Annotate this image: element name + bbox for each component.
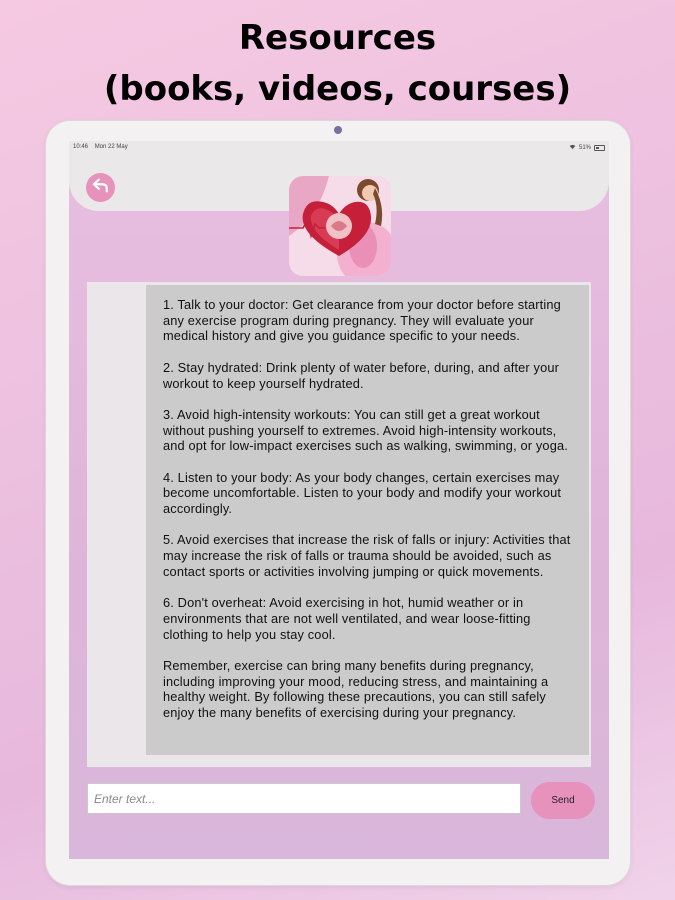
headline-subtitle: (books, videos, courses) — [103, 69, 572, 109]
chat-area — [87, 282, 591, 767]
message-paragraph: Remember, exercise can bring many benefits during pregnancy, including improving your mood, reducing stress, and maintaining a healthy weight. By following these precautions, you can still safely enjoy the many benefits of exercising during your pregnancy. — [163, 658, 549, 721]
headline-title: Resources — [238, 18, 437, 58]
status-bar-left — [73, 144, 128, 150]
back-arrow-icon — [92, 178, 109, 198]
send-button[interactable]: Send — [531, 782, 595, 819]
app-screen — [69, 141, 609, 859]
back-button[interactable] — [86, 173, 115, 202]
message-paragraph: 5. Avoid exercises that increase the risk of falls or injury: Activities that may increase the risk of falls or trauma should be avoided, such as contact sports or activities involving jumping or quick movements. — [163, 532, 571, 579]
battery-icon — [594, 145, 605, 151]
app-logo — [289, 176, 391, 276]
camera-icon — [334, 126, 342, 134]
message-paragraph: 4. Listen to your body: As your body changes, certain exercises may become uncomfortable. Listen to your body and modify your workout accordingly. — [163, 469, 562, 517]
message-paragraph: 3. Avoid high-intensity workouts: You can still get a great workout without pushing yourself to extremes. Avoid high-intensity workouts, and opt for low-impact exercises such as walking, swimming, or yoga. — [163, 406, 568, 454]
status-date: Mon 22 May — [94, 144, 128, 150]
message-paragraph: 6. Don't overheat: Avoid exercising in hot, humid weather or in environments that are not well ventilated, and wear loose-fitting clothing to help you stay cool. — [163, 595, 531, 642]
status-bar-right — [569, 144, 605, 152]
status-time: 10:46 — [73, 144, 89, 150]
assistant-message-bubble — [146, 285, 589, 755]
assistant-message-text — [146, 285, 576, 721]
pregnancy-heart-logo-icon — [289, 263, 391, 276]
message-paragraph: 2. Stay hydrated: Drink plenty of water before, during, and after your workout to keep yourself hydrated. — [163, 359, 560, 391]
message-paragraph: 1. Talk to your doctor: Get clearance from your doctor before starting any exercise program during pregnancy. They will evaluate your medical history and give you guidance specific to your needs. — [163, 297, 561, 344]
battery-percent: 51% — [578, 145, 591, 151]
wifi-icon — [569, 144, 576, 152]
message-input[interactable] — [87, 783, 521, 814]
